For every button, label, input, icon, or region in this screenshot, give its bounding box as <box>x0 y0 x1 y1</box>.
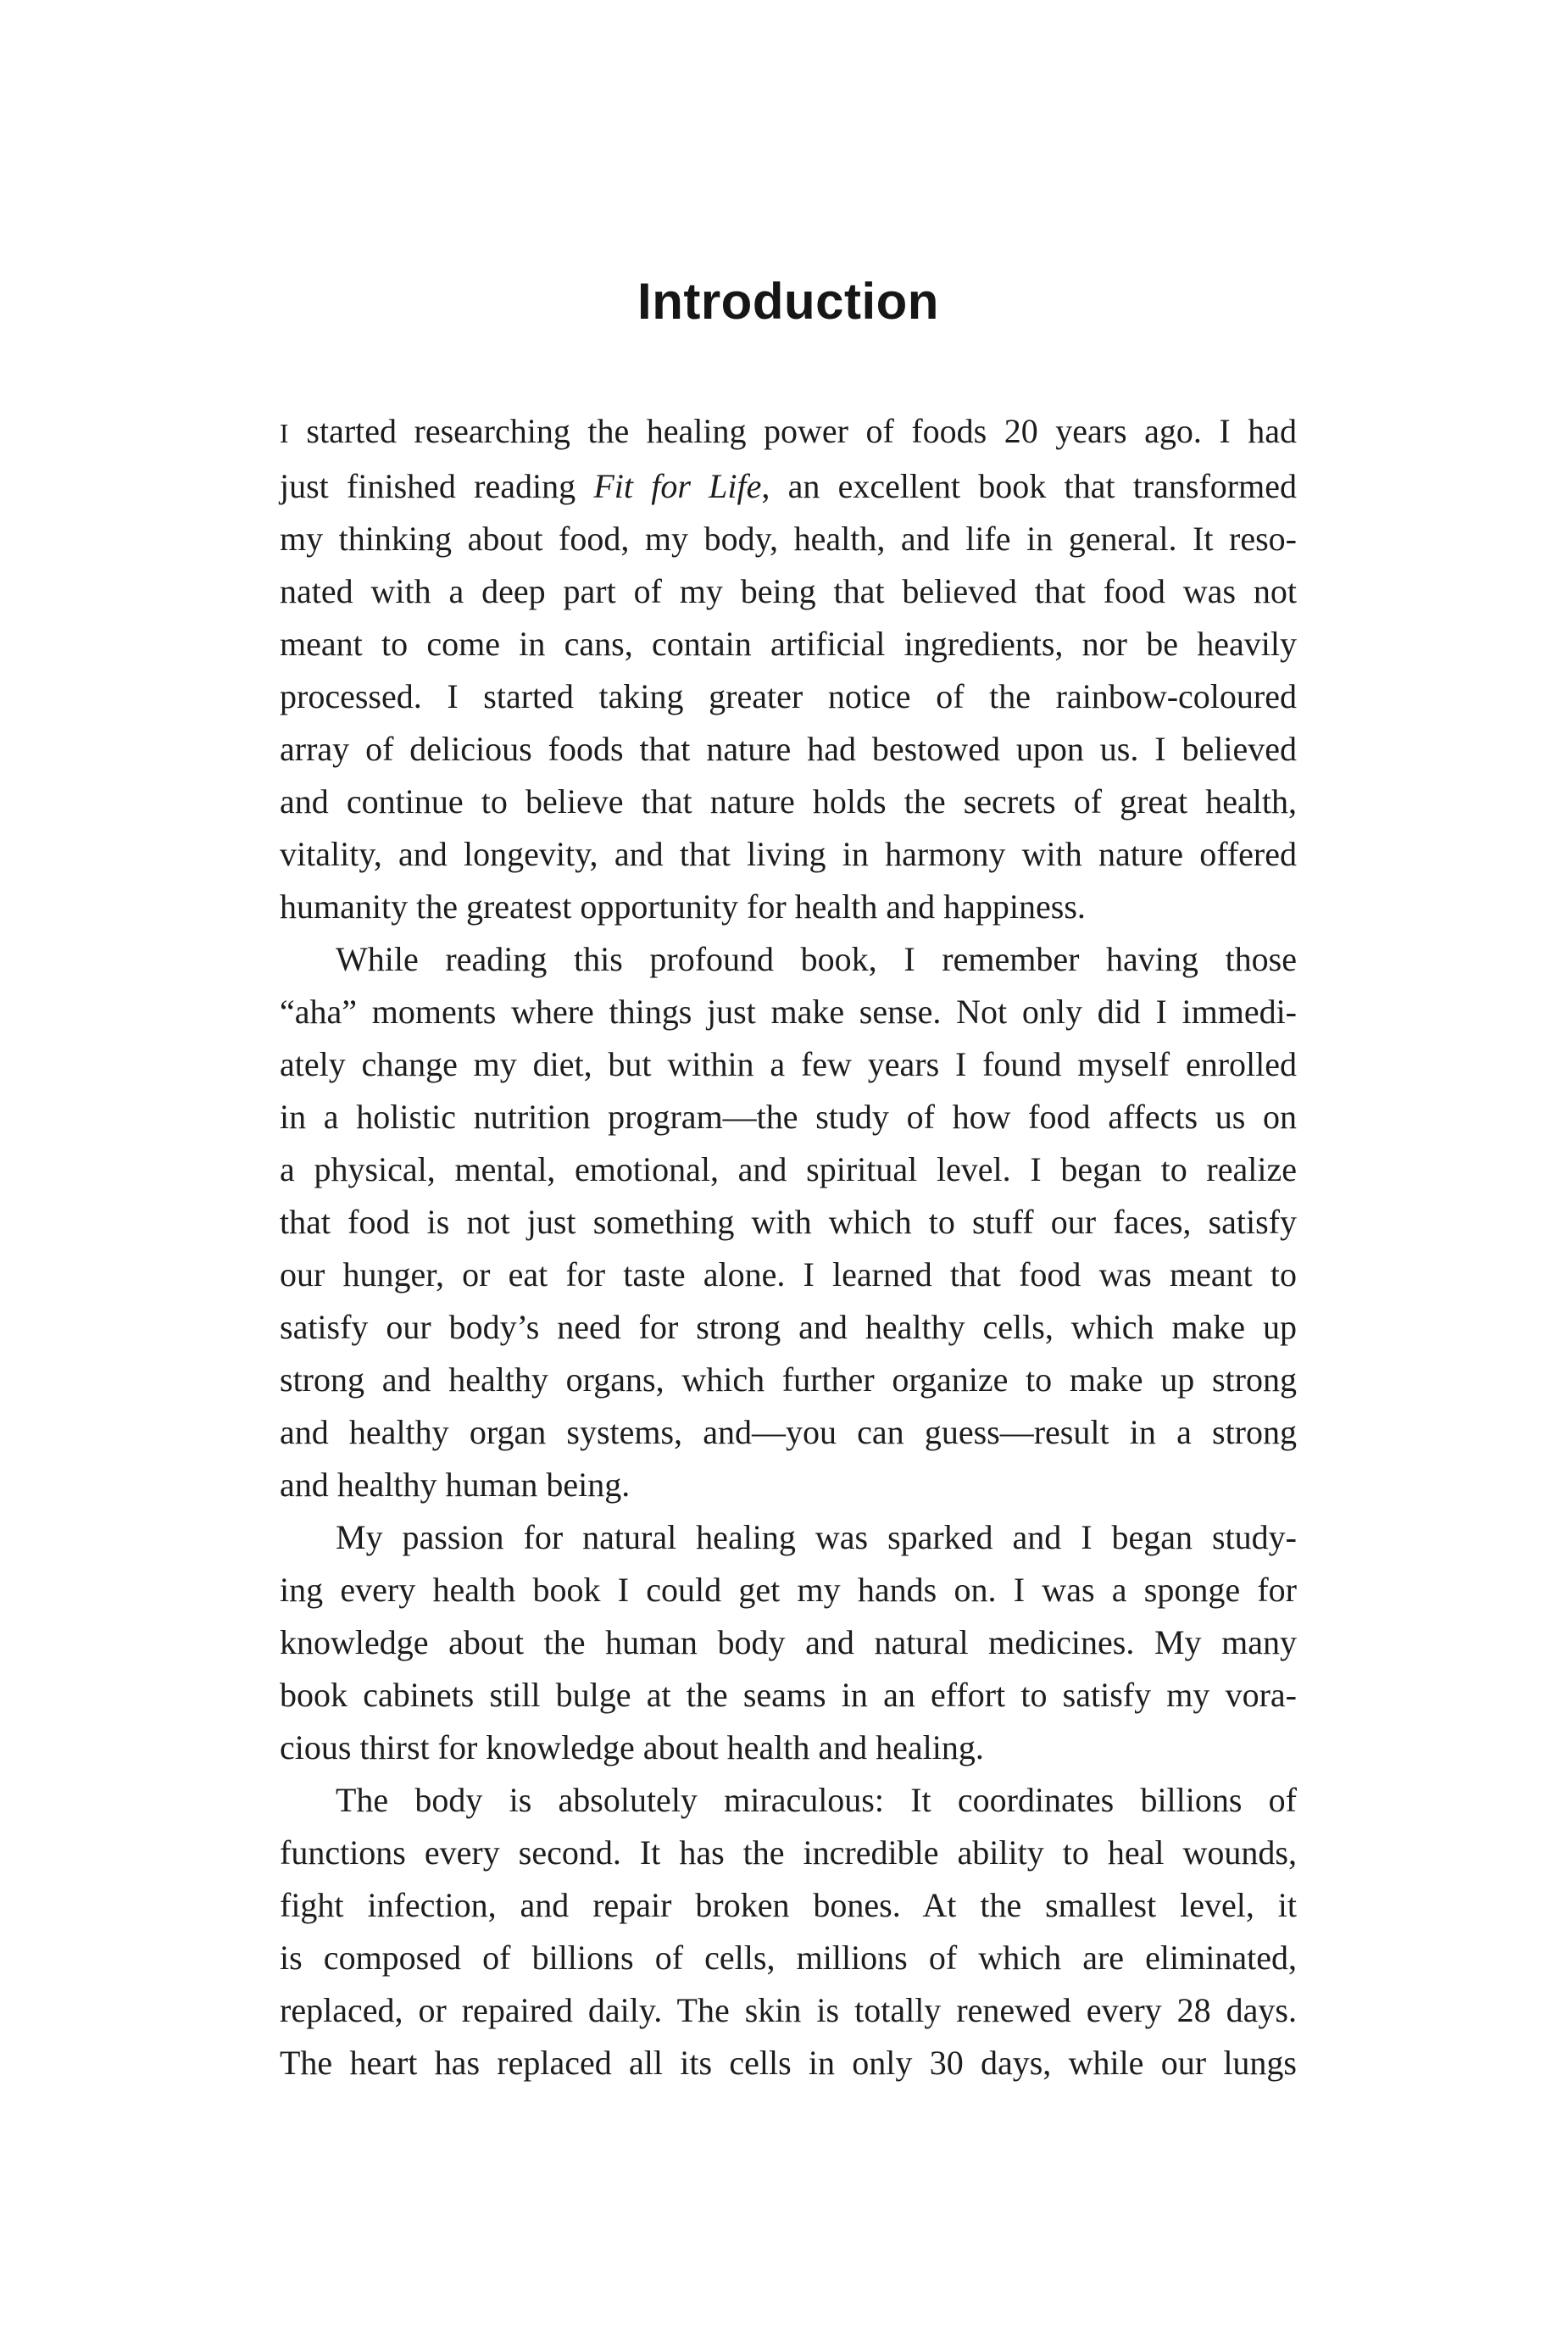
body-text-segment: just finished reading <box>280 467 594 505</box>
text-line <box>280 1774 1297 1827</box>
body-text-segment: My passion for natural healing was sparked and I began study- <box>336 1518 1297 1556</box>
body-text-segment: ately change my diet, but within a few years I found myself enrolled <box>280 1045 1297 1083</box>
text-line <box>280 565 1297 618</box>
text-line <box>280 1143 1297 1196</box>
paragraph <box>280 933 1297 1511</box>
body-text-segment: The body is absolutely miraculous: It coordinates billions of <box>336 1781 1297 1819</box>
paragraph <box>280 405 1297 933</box>
body-text-segment: is composed of billions of cells, millions of which are eliminated, <box>280 1939 1297 1977</box>
body-text-segment: cious thirst for knowledge about health and healing. <box>280 1728 984 1766</box>
body-text-segment: our hunger, or eat for taste alone. I learned that food was meant to <box>280 1255 1297 1293</box>
body-text-segment: meant to come in cans, contain artificial ingredients, nor be heavily <box>280 625 1297 663</box>
body-text-segment: replaced, or repaired daily. The skin is totally renewed every 28 days. <box>280 1991 1297 2029</box>
body-text-segment: ing every health book I could get my hands on. I was a sponge for <box>280 1571 1297 1609</box>
body-text-segment: and continue to believe that nature holds the secrets of great health, <box>280 782 1297 821</box>
page-body <box>280 405 1297 2089</box>
body-text-segment: vitality, and longevity, and that living in harmony with nature offered <box>280 835 1297 873</box>
body-text-segment: fight infection, and repair broken bones. At the smallest level, it <box>280 1886 1297 1924</box>
body-text-segment: book cabinets still bulge at the seams in an effort to satisfy my vora- <box>280 1676 1297 1714</box>
text-line <box>280 405 1297 460</box>
chapter-title: Introduction <box>637 273 939 330</box>
body-text-segment: and healthy human being. <box>280 1466 631 1504</box>
text-line <box>280 933 1297 986</box>
body-text-segment: my thinking about food, my body, health, and life in general. It reso- <box>280 520 1297 558</box>
body-text-segment: that food is not just something with which to stuff our faces, satisfy <box>280 1203 1297 1241</box>
body-text-segment: array of delicious foods that nature had bestowed upon us. I believed <box>280 730 1297 768</box>
text-line <box>280 513 1297 565</box>
text-line <box>280 1354 1297 1406</box>
text-line <box>280 1196 1297 1249</box>
text-column <box>280 271 1297 2089</box>
text-line <box>280 1459 1297 1511</box>
body-text-segment: nated with a deep part of my being that believed that food was not <box>280 572 1297 610</box>
text-line <box>280 1564 1297 1616</box>
body-text-segment: started researching the healing power of foods 20 years ago. I had <box>288 412 1297 450</box>
body-text-segment: “aha” moments where things just make sense. Not only did I immedi- <box>280 993 1297 1031</box>
body-text-segment: and healthy organ systems, and—you can guess—result in a strong <box>280 1413 1297 1451</box>
text-line <box>280 1038 1297 1091</box>
text-line <box>280 1249 1297 1301</box>
text-line <box>280 1984 1297 2037</box>
text-line <box>280 1669 1297 1722</box>
text-line <box>280 460 1297 513</box>
text-line <box>280 881 1297 933</box>
body-text-segment: strong and healthy organs, which further organize to make up strong <box>280 1360 1297 1399</box>
text-line <box>280 1722 1297 1774</box>
text-line <box>280 828 1297 881</box>
text-line <box>280 723 1297 776</box>
text-line <box>280 986 1297 1038</box>
text-line <box>280 1301 1297 1354</box>
body-text-segment: While reading this profound book, I remember having those <box>336 940 1297 978</box>
text-line <box>280 618 1297 670</box>
italic-text: Fit for Life <box>593 467 762 505</box>
text-line <box>280 670 1297 723</box>
text-line <box>280 1879 1297 1932</box>
text-line <box>280 1827 1297 1879</box>
text-line <box>280 1406 1297 1459</box>
text-line <box>280 1091 1297 1143</box>
body-text-segment: a physical, mental, emotional, and spiritual level. I began to realize <box>280 1150 1297 1188</box>
body-text-segment: knowledge about the human body and natural medicines. My many <box>280 1623 1297 1661</box>
smallcap-text: I <box>280 419 289 448</box>
body-text-segment: satisfy our body’s need for strong and healthy cells, which make up <box>280 1308 1297 1346</box>
text-line <box>280 1511 1297 1564</box>
body-text-segment: The heart has replaced all its cells in only 30 days, while our lungs <box>280 2044 1297 2082</box>
body-text-segment: functions every second. It has the incredible ability to heal wounds, <box>280 1833 1297 1872</box>
paragraph <box>280 1511 1297 1774</box>
body-text-segment: processed. I started taking greater notice of the rainbow-coloured <box>280 677 1297 715</box>
paragraph <box>280 1774 1297 2089</box>
body-text-segment: humanity the greatest opportunity for health and happiness. <box>280 887 1086 926</box>
text-line <box>280 2037 1297 2089</box>
text-line <box>280 1616 1297 1669</box>
body-text-segment: in a holistic nutrition program—the study of how food affects us on <box>280 1098 1297 1136</box>
text-line <box>280 776 1297 828</box>
body-text-segment: , an excellent book that transformed <box>761 467 1297 505</box>
text-line <box>280 1932 1297 1984</box>
